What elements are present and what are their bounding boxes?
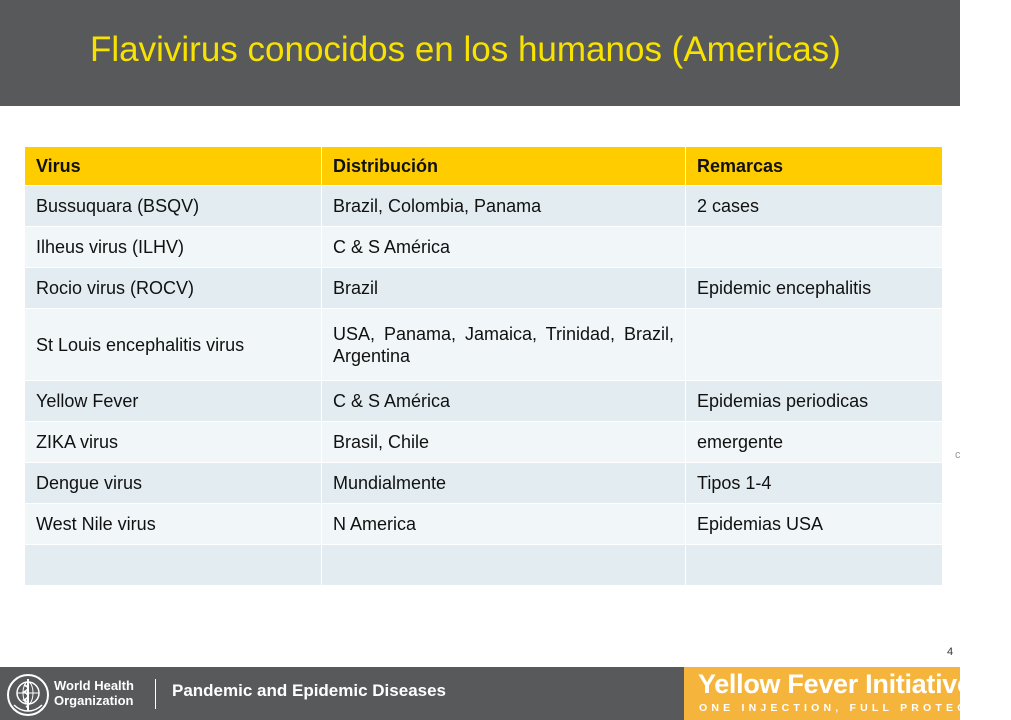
org-name-line2: Organization — [54, 693, 134, 708]
table-row — [25, 186, 943, 227]
who-wordmark — [54, 678, 134, 708]
table-header-row — [25, 147, 943, 186]
remarks-cell — [686, 545, 943, 586]
remarks-cell: emergente — [686, 422, 943, 463]
remarks-cell — [686, 309, 943, 381]
virus-cell: West Nile virus — [25, 504, 322, 545]
distribution-cell: C & S América — [322, 227, 686, 268]
column-header-remarks: Remarcas — [686, 147, 943, 186]
virus-cell: Ilheus virus (ILHV) — [25, 227, 322, 268]
remarks-cell: 2 cases — [686, 186, 943, 227]
distribution-cell: Brasil, Chile — [322, 422, 686, 463]
initiative-tagline: ONE INJECTION, FULL PROTECTION — [699, 702, 1011, 714]
table-row — [25, 504, 943, 545]
slide-title: Flavivirus conocidos en los humanos (Americas) — [90, 30, 841, 69]
remarks-cell: Tipos 1-4 — [686, 463, 943, 504]
remarks-cell: Epidemias USA — [686, 504, 943, 545]
virus-cell: Bussuquara (BSQV) — [25, 186, 322, 227]
remarks-cell — [686, 227, 943, 268]
page-number: 4 — [947, 646, 954, 658]
table-row — [25, 381, 943, 422]
virus-cell: St Louis encephalitis virus — [25, 309, 322, 381]
table-row — [25, 545, 943, 586]
flavivirus-table — [24, 146, 943, 586]
remarks-cell: Epidemic encephalitis — [686, 268, 943, 309]
table-row — [25, 463, 943, 504]
initiative-banner — [684, 667, 1011, 720]
remarks-cell: Epidemias periodicas — [686, 381, 943, 422]
table-row — [25, 268, 943, 309]
who-emblem-icon — [6, 673, 50, 717]
footer-bar — [0, 667, 1011, 720]
distribution-cell: C & S América — [322, 381, 686, 422]
table-row — [25, 227, 943, 268]
table-row — [25, 309, 943, 381]
virus-cell: ZIKA virus — [25, 422, 322, 463]
edge-mark: c — [955, 449, 961, 461]
distribution-cell: Brazil, Colombia, Panama — [322, 186, 686, 227]
distribution-cell: Brazil — [322, 268, 686, 309]
distribution-cell: N America — [322, 504, 686, 545]
virus-cell: Yellow Fever — [25, 381, 322, 422]
initiative-title: Yellow Fever Initiative — [698, 669, 972, 699]
distribution-cell — [322, 545, 686, 586]
column-header-distribution: Distribución — [322, 147, 686, 186]
column-header-virus: Virus — [25, 147, 322, 186]
virus-cell: Dengue virus — [25, 463, 322, 504]
distribution-cell: Mundialmente — [322, 463, 686, 504]
header-bar — [0, 0, 960, 106]
footer-subtitle: Pandemic and Epidemic Diseases — [172, 681, 447, 700]
virus-cell: Rocio virus (ROCV) — [25, 268, 322, 309]
distribution-cell: USA, Panama, Jamaica, Trinidad, Brazil, Argentina — [322, 309, 686, 381]
org-name-line1: World Health — [54, 678, 134, 693]
table-row — [25, 422, 943, 463]
virus-cell — [25, 545, 322, 586]
footer-divider — [155, 679, 156, 709]
